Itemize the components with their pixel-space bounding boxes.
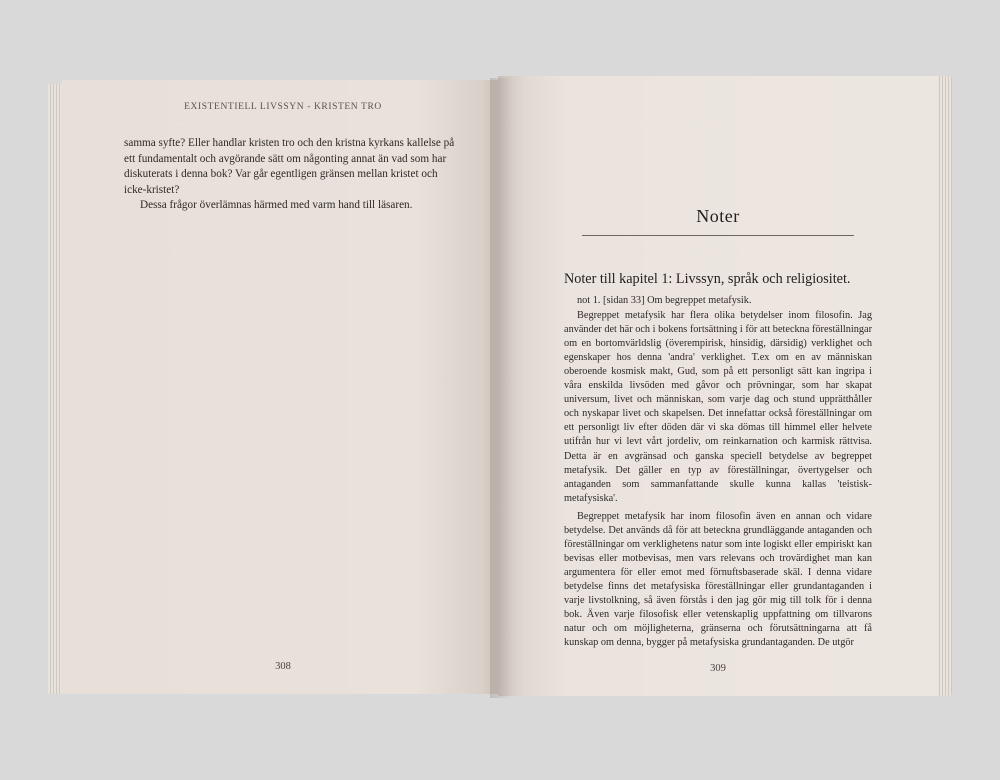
running-head: EXISTENTIELL LIVSSYN - KRISTEN TRO [184,102,382,112]
left-page-body [124,136,456,214]
page-number-right: 309 [710,663,726,674]
paragraph: Dessa frågor överlämnas härmed med varm hand till läsaren. [140,199,413,212]
page-number-left: 308 [275,661,291,672]
paragraph: samma syfte? Eller handlar kristen tro och den kristna kyrkans kallelse på ett fundamentalt och avgörande sätt om någonting annat än vad som har diskuterats i denna bok? Var går egentligen gränsen mellan kristet och icke-kristet? [124,137,455,196]
section-title: Noter till kapitel 1: Livssyn, språk och religiositet. [564,271,851,287]
paragraph: Begreppet metafysik har inom filosofin även en annan och vidare betydelse. Det används då för att beteckna grundläggande antaganden och föreställningar om verklighetens natur som inte logiskt eller empiriskt kan bevisas eller motbevisas, men vars relevans och trovärdighet man kan argumentera för eller emot med förnuftsbaserade skäl. I denna vidare betydelse finns det metafysiska föreställningar eller grundantaganden i varje livstolkning, så även förstås i den jag gör mig till tolk för i denna bok. Även varje filosofisk eller vetenskaplig uppfattning om tillvarons natur och om möjligheterna, gränserna och förutsättningarna att få kunskap om denna, bygger på metafysiska grundantaganden. De utgör [564,510,872,649]
title-rule [582,235,854,236]
chapter-title: Noter [696,206,740,226]
right-page [498,76,938,696]
notes-body [564,294,872,650]
gutter-shadow [490,78,512,698]
paragraph: Begreppet metafysik har flera olika betydelser inom filosofin. Jag använder det här och i bokens fortsättning i för att beteckna föreställningar om en bortomvärldslig (överempirisk, hinsidig, därsidig) verklighet och egenskaper hos denna 'andra' verklighet. T.ex om en av människan oberoende kosmisk makt, Gud, som på ett personligt sätt kan ingripa i våra enskilda livsöden med gåvor och prövningar, som har skapat universum, livet och människan, som varje dag och stund upprätthåller och nyskapar livet och skapelsen. Det innefattar också föreställningar om ett personligt liv efter döden där vi ska dömas till himmel eller helvete utifrån hur vi levt vårt jordeliv, om reinkarnation och karmisk rättvisa. Detta är en avgränsad och ganska speciell betydelse av begreppet metafysik. Det gäller en typ av föreställningar, övertygelser och antaganden som sammanfattande skulle kunna kallas 'teistisk-metafysiska'. [564,310,872,504]
left-page [62,80,504,694]
note-heading: not 1. [sidan 33] Om begreppet metafysik. [577,295,752,306]
